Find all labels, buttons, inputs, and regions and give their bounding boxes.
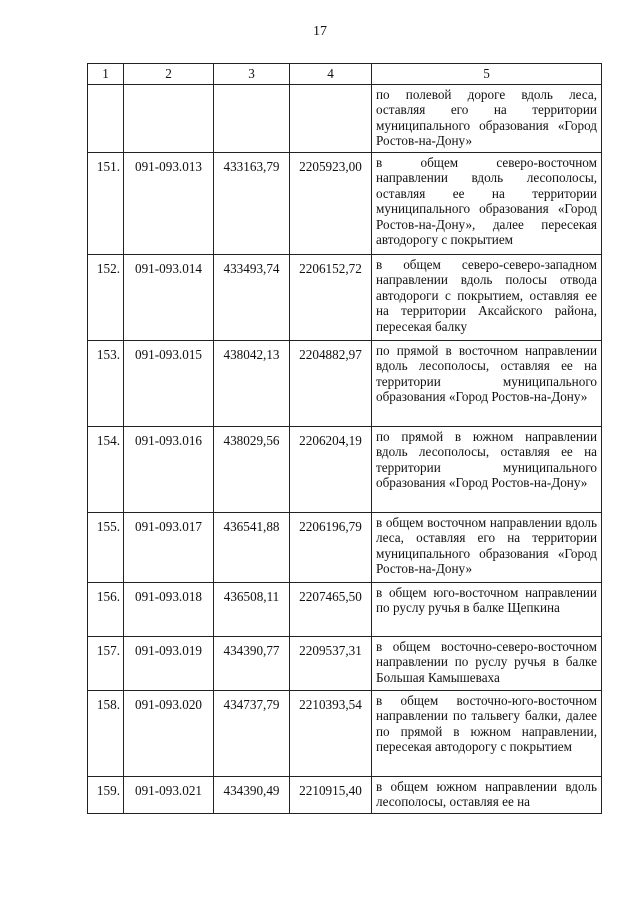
point-code: 091-093.013 [124, 153, 214, 255]
x-coordinate: 436508,11 [214, 583, 290, 637]
table-row [88, 637, 602, 691]
point-code: 091-093.021 [124, 777, 214, 814]
row-number: 158. [88, 691, 124, 777]
y-coordinate: 2207465,50 [290, 583, 372, 637]
y-coordinate: 2210915,40 [290, 777, 372, 814]
column-header: 2 [124, 64, 214, 85]
y-coordinate: 2210393,54 [290, 691, 372, 777]
row-number: 157. [88, 637, 124, 691]
table-row [88, 583, 602, 637]
row-number: 159. [88, 777, 124, 814]
boundary-table [87, 63, 602, 814]
x-coordinate: 438042,13 [214, 341, 290, 427]
x-coordinate [214, 85, 290, 153]
boundary-description: в общем северо-восточном направлении вдоль лесополосы, оставляя ее на территории муниципального образования «Город Ростов-на-Дону», далее пересекая автодорогу с покрытием [372, 153, 602, 255]
row-number: 153. [88, 341, 124, 427]
x-coordinate: 434390,77 [214, 637, 290, 691]
point-code: 091-093.015 [124, 341, 214, 427]
row-number: 151. [88, 153, 124, 255]
table-row [88, 777, 602, 814]
column-header: 1 [88, 64, 124, 85]
boundary-description: в общем восточно-северо-восточном направлении по руслу ручья в балке Большая Камышеваха [372, 637, 602, 691]
table-row [88, 427, 602, 513]
column-header: 4 [290, 64, 372, 85]
boundary-description: в общем восточно-юго-восточном направлении по тальвегу балки, далее по прямой в южном направлении, пересекая автодорогу с покрытием [372, 691, 602, 777]
boundary-description: по полевой дороге вдоль леса, оставляя его на территории муниципального образования «Город Ростов-на-Дону» [372, 85, 602, 153]
point-code: 091-093.020 [124, 691, 214, 777]
point-code: 091-093.018 [124, 583, 214, 637]
y-coordinate: 2204882,97 [290, 341, 372, 427]
y-coordinate [290, 85, 372, 153]
y-coordinate: 2209537,31 [290, 637, 372, 691]
y-coordinate: 2206152,72 [290, 255, 372, 341]
column-header: 3 [214, 64, 290, 85]
column-header: 5 [372, 64, 602, 85]
row-number: 154. [88, 427, 124, 513]
point-code: 091-093.017 [124, 513, 214, 583]
y-coordinate: 2206196,79 [290, 513, 372, 583]
x-coordinate: 436541,88 [214, 513, 290, 583]
table-row [88, 691, 602, 777]
x-coordinate: 434737,79 [214, 691, 290, 777]
y-coordinate: 2206204,19 [290, 427, 372, 513]
point-code: 091-093.014 [124, 255, 214, 341]
x-coordinate: 434390,49 [214, 777, 290, 814]
table-row [88, 85, 602, 153]
page-number: 17 [313, 24, 327, 39]
boundary-description: по прямой в южном направлении вдоль лесополосы, оставляя ее на территории муниципального образования «Город Ростов-на-Дону» [372, 427, 602, 513]
boundary-description: в общем юго-восточном направлении по руслу ручья в балке Щепкина [372, 583, 602, 637]
point-code: 091-093.016 [124, 427, 214, 513]
table-row [88, 513, 602, 583]
row-number: 156. [88, 583, 124, 637]
point-code: 091-093.019 [124, 637, 214, 691]
table-row [88, 153, 602, 255]
table-header-row [88, 64, 602, 85]
x-coordinate: 433163,79 [214, 153, 290, 255]
row-number [88, 85, 124, 153]
row-number: 152. [88, 255, 124, 341]
point-code [124, 85, 214, 153]
row-number: 155. [88, 513, 124, 583]
table-row [88, 341, 602, 427]
x-coordinate: 433493,74 [214, 255, 290, 341]
boundary-description: в общем восточном направлении вдоль леса, оставляя его на территории муниципального образования «Город Ростов-на-Дону» [372, 513, 602, 583]
y-coordinate: 2205923,00 [290, 153, 372, 255]
table-row [88, 255, 602, 341]
boundary-description: в общем южном направлении вдоль лесополосы, оставляя ее на [372, 777, 602, 814]
boundary-description: по прямой в восточном направлении вдоль лесополосы, оставляя ее на территории муниципального образования «Город Ростов-на-Дону» [372, 341, 602, 427]
x-coordinate: 438029,56 [214, 427, 290, 513]
boundary-description: в общем северо-северо-западном направлении вдоль полосы отвода автодороги с покрытием, оставляя ее на территории Аксайского района, пересекая балку [372, 255, 602, 341]
